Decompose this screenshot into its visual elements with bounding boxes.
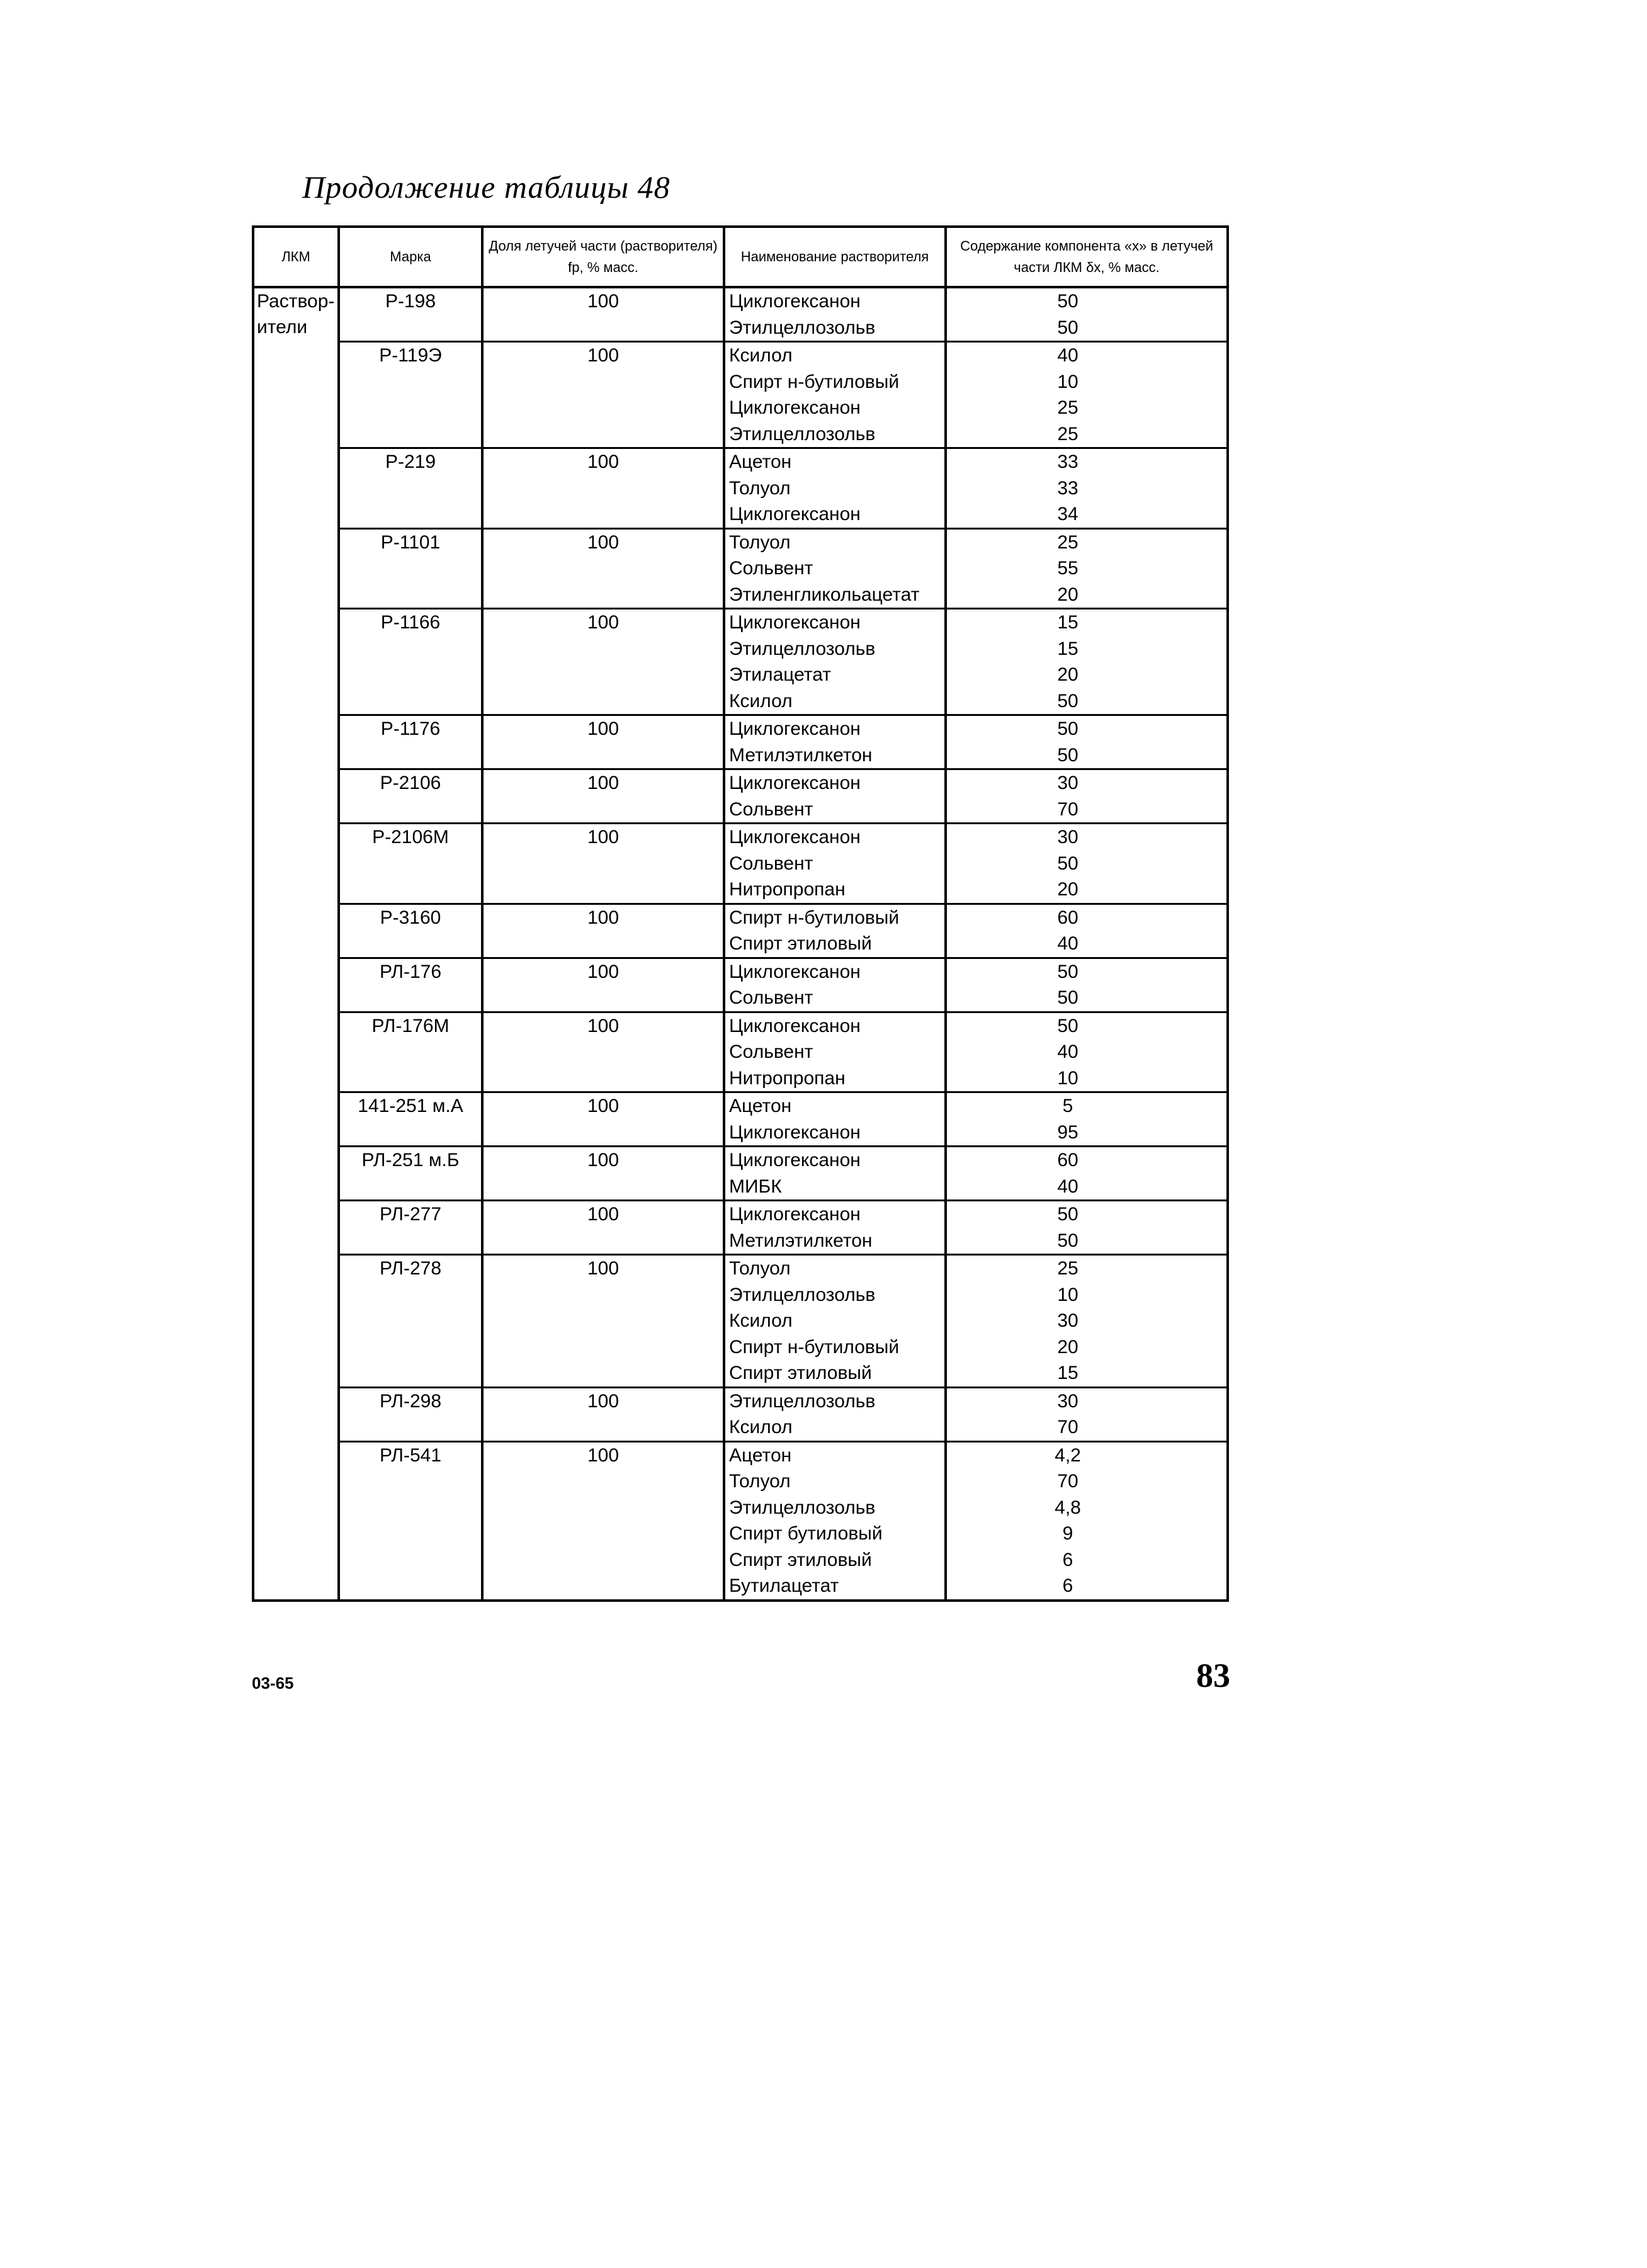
component-value: 6 (1062, 1575, 1073, 1596)
table-row (337, 1386, 1226, 1441)
header-solvent-name: Наименование растворителя (723, 228, 944, 286)
solvent-name: Циклогексанон (729, 1204, 861, 1225)
table-row (337, 608, 1226, 714)
solvent-name: Циклогексанон (729, 612, 861, 633)
solvents-table (252, 225, 1229, 1602)
solvent-name-cell (723, 770, 944, 822)
component-value: 25 (1057, 1258, 1078, 1279)
component-value: 4,2 (1055, 1444, 1081, 1466)
table-row (337, 288, 1226, 341)
brand-cell: Р-2106 (337, 770, 481, 822)
component-content-cell (944, 1443, 1226, 1599)
component-value: 6 (1062, 1549, 1073, 1570)
component-value: 50 (1057, 1230, 1078, 1251)
component-value: 4,8 (1055, 1497, 1081, 1518)
solvent-name: Спирт н-бутиловый (729, 371, 900, 392)
volatile-fraction-cell: 100 (481, 959, 723, 1011)
volatile-fraction-cell: 100 (481, 1256, 723, 1386)
component-value: 50 (1057, 1204, 1078, 1225)
solvent-name: Толуол (729, 1471, 791, 1492)
solvent-name-cell (723, 343, 944, 447)
solvent-name: Циклогексанон (729, 718, 861, 739)
solvent-name: Ксилол (729, 345, 793, 366)
brand-cell: Р-1166 (337, 610, 481, 714)
solvent-name: Спирт бутиловый (729, 1523, 883, 1544)
solvent-name-cell (723, 905, 944, 957)
lkm-label-line: Раствор- (257, 291, 335, 312)
solvent-name-cell (723, 959, 944, 1011)
solvent-name: Сольвент (729, 853, 813, 874)
table-header-row (252, 228, 1226, 286)
component-content-cell (944, 1147, 1226, 1199)
component-value: 40 (1057, 1176, 1078, 1197)
table-caption: Продолжение таблицы 48 (302, 169, 671, 205)
component-content-cell (944, 716, 1226, 768)
volatile-fraction-cell: 100 (481, 288, 723, 341)
solvent-name: Сольвент (729, 1041, 813, 1062)
header-component-content: Содержание компонента «х» в летучей части ЛКМ δх, % масс. (944, 228, 1226, 286)
brand-cell: Р-2106М (337, 824, 481, 903)
volatile-fraction-cell: 100 (481, 1147, 723, 1199)
solvent-name-cell (723, 288, 944, 341)
solvent-name: Бутилацетат (729, 1575, 839, 1596)
solvent-name: Спирт этиловый (729, 933, 872, 954)
component-content-cell (944, 610, 1226, 714)
header-brand: Марка (337, 228, 481, 286)
solvent-name: Циклогексанон (729, 773, 861, 793)
component-content-cell (944, 959, 1226, 1011)
component-content-cell (944, 530, 1226, 608)
volatile-fraction-cell: 100 (481, 905, 723, 957)
volatile-fraction-cell: 100 (481, 1388, 723, 1441)
component-value: 50 (1057, 317, 1078, 338)
solvent-name: Сольвент (729, 798, 813, 820)
solvent-name: Спирт н-бутиловый (729, 1336, 900, 1358)
component-value: 50 (1057, 1015, 1078, 1036)
component-value: 30 (1057, 827, 1078, 848)
component-content-cell (944, 1013, 1226, 1092)
component-content-cell (944, 343, 1226, 447)
component-content-cell (944, 1201, 1226, 1254)
component-content-cell (944, 824, 1226, 903)
table-row (337, 1254, 1226, 1386)
solvent-name: Циклогексанон (729, 291, 861, 312)
solvent-name: Этилцеллозольв (729, 638, 876, 659)
component-value: 40 (1057, 1041, 1078, 1062)
table-row (337, 822, 1226, 903)
table-row (337, 528, 1226, 608)
component-value: 25 (1057, 397, 1078, 418)
component-value: 5 (1062, 1096, 1073, 1116)
table-row (337, 957, 1226, 1011)
solvent-name: Циклогексанон (729, 504, 861, 524)
component-value: 70 (1057, 798, 1078, 820)
brand-cell: РЛ-251 м.Б (337, 1147, 481, 1199)
solvent-name-cell (723, 1013, 944, 1092)
solvent-name: Этиленгликольацетат (729, 584, 920, 605)
lkm-group-solvents (252, 286, 1226, 1599)
solvent-name: Циклогексанон (729, 827, 861, 848)
brand-cell: Р-1176 (337, 716, 481, 768)
solvent-name-cell (723, 1443, 944, 1599)
volatile-fraction-cell: 100 (481, 1443, 723, 1599)
component-value: 50 (1057, 690, 1078, 712)
solvent-name: Спирт этиловый (729, 1549, 872, 1570)
brand-cell: Р-119Э (337, 343, 481, 447)
solvent-name: Этилцеллозольв (729, 317, 876, 338)
volatile-fraction-cell: 100 (481, 824, 723, 903)
table-row (337, 447, 1226, 528)
table-row (337, 341, 1226, 447)
solvent-name: Сольвент (729, 987, 813, 1008)
solvent-name: Толуол (729, 531, 791, 553)
lkm-label-line: ители (257, 317, 308, 337)
component-value: 70 (1057, 1471, 1078, 1492)
component-value: 10 (1057, 1067, 1078, 1089)
solvent-name: Этилцеллозольв (729, 1497, 876, 1518)
solvent-name: Циклогексанон (729, 1015, 861, 1036)
component-content-cell (944, 449, 1226, 528)
component-value: 50 (1057, 718, 1078, 739)
volatile-fraction-cell: 100 (481, 1093, 723, 1145)
volatile-fraction-cell: 100 (481, 610, 723, 714)
component-value: 30 (1057, 1390, 1078, 1412)
component-value: 30 (1057, 1310, 1078, 1331)
volatile-fraction-cell: 100 (481, 770, 723, 822)
table-row (337, 768, 1226, 822)
component-value: 20 (1057, 584, 1078, 605)
solvent-name: Нитропропан (729, 1067, 846, 1089)
solvent-name-cell (723, 1256, 944, 1386)
component-value: 70 (1057, 1417, 1078, 1437)
solvent-name: Ксилол (729, 1310, 793, 1331)
table-row (337, 1199, 1226, 1254)
brand-cell: РЛ-298 (337, 1388, 481, 1441)
volatile-fraction-cell: 100 (481, 449, 723, 528)
component-value: 50 (1057, 961, 1078, 982)
volatile-fraction-cell: 100 (481, 1013, 723, 1092)
component-content-cell (944, 288, 1226, 341)
solvent-name: Циклогексанон (729, 961, 861, 982)
solvent-name-cell (723, 610, 944, 714)
lkm-label (252, 288, 337, 1599)
solvent-name-cell (723, 1093, 944, 1145)
component-value: 10 (1057, 371, 1078, 392)
solvent-name: Нитропропан (729, 879, 846, 900)
component-value: 9 (1062, 1523, 1073, 1544)
component-value: 50 (1057, 853, 1078, 874)
table-row (337, 1145, 1226, 1199)
solvent-name: Циклогексанон (729, 1150, 861, 1171)
solvent-name: Метилэтилкетон (729, 744, 873, 766)
solvent-name: МИБК (729, 1176, 782, 1197)
table-row (337, 1441, 1226, 1599)
component-value: 55 (1057, 558, 1078, 579)
component-value: 25 (1057, 531, 1078, 553)
table-row (337, 714, 1226, 768)
solvent-name-cell (723, 824, 944, 903)
component-value: 50 (1057, 744, 1078, 766)
volatile-fraction-cell: 100 (481, 1201, 723, 1254)
solvent-name-cell (723, 716, 944, 768)
solvent-name: Этилцеллозольв (729, 423, 876, 445)
header-volatile-fraction: Доля летучей части (растворителя) fр, % масс. (481, 228, 723, 286)
component-value: 30 (1057, 773, 1078, 793)
solvent-name: Ацетон (729, 1096, 792, 1116)
component-value: 40 (1057, 933, 1078, 954)
solvent-name: Метилэтилкетон (729, 1230, 873, 1251)
component-value: 20 (1057, 879, 1078, 900)
solvent-name: Спирт этиловый (729, 1363, 872, 1383)
solvent-name: Толуол (729, 1258, 791, 1279)
brand-cell: 141-251 м.А (337, 1093, 481, 1145)
table-row (337, 1011, 1226, 1092)
component-value: 10 (1057, 1284, 1078, 1305)
component-value: 40 (1057, 345, 1078, 366)
component-value: 33 (1057, 451, 1078, 472)
brand-cell: РЛ-176 (337, 959, 481, 1011)
solvent-name: Циклогексанон (729, 1121, 861, 1143)
component-value: 15 (1057, 1363, 1078, 1383)
solvent-name-cell (723, 530, 944, 608)
table-row (337, 903, 1226, 957)
component-content-cell (944, 905, 1226, 957)
component-value: 15 (1057, 612, 1078, 633)
solvent-name-cell (723, 1147, 944, 1199)
volatile-fraction-cell: 100 (481, 530, 723, 608)
brand-cell: РЛ-278 (337, 1256, 481, 1386)
volatile-fraction-cell: 100 (481, 343, 723, 447)
component-value: 34 (1057, 504, 1078, 524)
brand-cell: Р-219 (337, 449, 481, 528)
component-value: 50 (1057, 291, 1078, 312)
brand-cell: РЛ-541 (337, 1443, 481, 1599)
solvent-name: Циклогексанон (729, 397, 861, 418)
solvent-name: Сольвент (729, 558, 813, 579)
component-content-cell (944, 1093, 1226, 1145)
page-number: 83 (1196, 1657, 1230, 1694)
component-value: 60 (1057, 907, 1078, 928)
solvent-name: Ацетон (729, 1444, 792, 1466)
component-value: 33 (1057, 477, 1078, 499)
solvent-name: Ксилол (729, 690, 793, 712)
component-content-cell (944, 770, 1226, 822)
component-value: 20 (1057, 664, 1078, 685)
component-value: 95 (1057, 1121, 1078, 1143)
solvent-name: Толуол (729, 477, 791, 499)
component-value: 15 (1057, 638, 1078, 659)
brand-cell: Р-3160 (337, 905, 481, 957)
brand-cell: РЛ-277 (337, 1201, 481, 1254)
header-lkm: ЛКМ (252, 228, 337, 286)
solvent-name: Спирт н-бутиловый (729, 907, 900, 928)
solvent-name-cell (723, 449, 944, 528)
brand-cell: Р-1101 (337, 530, 481, 608)
component-content-cell (944, 1388, 1226, 1441)
component-value: 25 (1057, 423, 1078, 445)
volatile-fraction-cell: 100 (481, 716, 723, 768)
solvent-name-cell (723, 1201, 944, 1254)
solvent-name: Этилцеллозольв (729, 1390, 876, 1412)
component-value: 20 (1057, 1336, 1078, 1358)
footer-code: 03-65 (252, 1674, 294, 1692)
solvent-name: Ксилол (729, 1417, 793, 1437)
brand-cell: РЛ-176М (337, 1013, 481, 1092)
component-content-cell (944, 1256, 1226, 1386)
table-row (337, 1091, 1226, 1145)
solvent-name-cell (723, 1388, 944, 1441)
brand-cell: Р-198 (337, 288, 481, 341)
component-value: 50 (1057, 987, 1078, 1008)
solvent-name: Этилцеллозольв (729, 1284, 876, 1305)
component-value: 60 (1057, 1150, 1078, 1171)
solvent-name: Ацетон (729, 451, 792, 472)
solvent-name: Этилацетат (729, 664, 831, 685)
brand-groups (337, 288, 1226, 1599)
